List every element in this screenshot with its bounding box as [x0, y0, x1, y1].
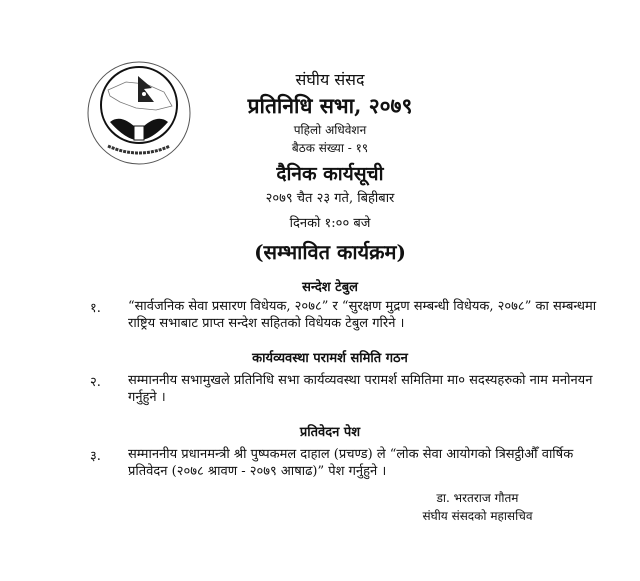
agenda-item-text: “सार्वजनिक सेवा प्रसारण विधेयक, २०७८” र “सुरक्षण मुद्रण सम्बन्धी विधेयक, २०७८” का सम्बन्धमा राष्ट्रिय सभाबाट प्राप्त सन्देश सहितको विधेयक टेबुल गरिने ।	[128, 299, 597, 331]
session-label: पहिलो अधिवेशन	[293, 123, 367, 137]
section-heading-committee-formation: कार्यव्यवस्था परामर्श समिति गठन	[252, 351, 408, 366]
meeting-time: दिनको १:०० बजे	[289, 216, 371, 231]
meeting-date: २०७९ चैत २३ गते, बिहीबार	[265, 191, 395, 206]
item-number: ३.	[90, 449, 101, 464]
program-title: (सम्भावित कार्यक्रम)	[254, 240, 406, 264]
agenda-title: दैनिक कार्यसूची	[276, 163, 384, 185]
agenda-item-text: सम्माननीय सभामुखले प्रतिनिधि सभा कार्यव्यवस्था परामर्श समितिमा मा० सदस्यहरुको नाम मनोनयन गर्नुहुने ।	[128, 373, 593, 405]
house-title: प्रतिनिधि सभा, २०७९	[247, 93, 413, 118]
sitting-number: बैठक संख्या - १९	[291, 141, 369, 155]
section-heading-report-submission: प्रतिवेदन पेश	[299, 425, 361, 440]
signatory-title: संघीय संसदको महासचिव	[422, 509, 533, 523]
agenda-item-text: सम्माननीय प्रधानमन्त्री श्री पुष्पकमल दाहाल (प्रचण्ड) ले “लोक सेवा आयोगको त्रिसट्ठीऔँ वार्षिक प्रतिवेदन (२०७८ श्रावण - २०७९ आषाढ)” पेश गर्नुहुने ।	[128, 447, 574, 479]
signatory-name: डा. भरतराज गौतम	[436, 491, 519, 505]
organization-name: संघीय संसद	[295, 70, 365, 89]
item-number: २.	[90, 375, 101, 390]
section-heading-message-table: सन्देश टेबुल	[302, 280, 358, 295]
item-number: १.	[90, 301, 101, 316]
